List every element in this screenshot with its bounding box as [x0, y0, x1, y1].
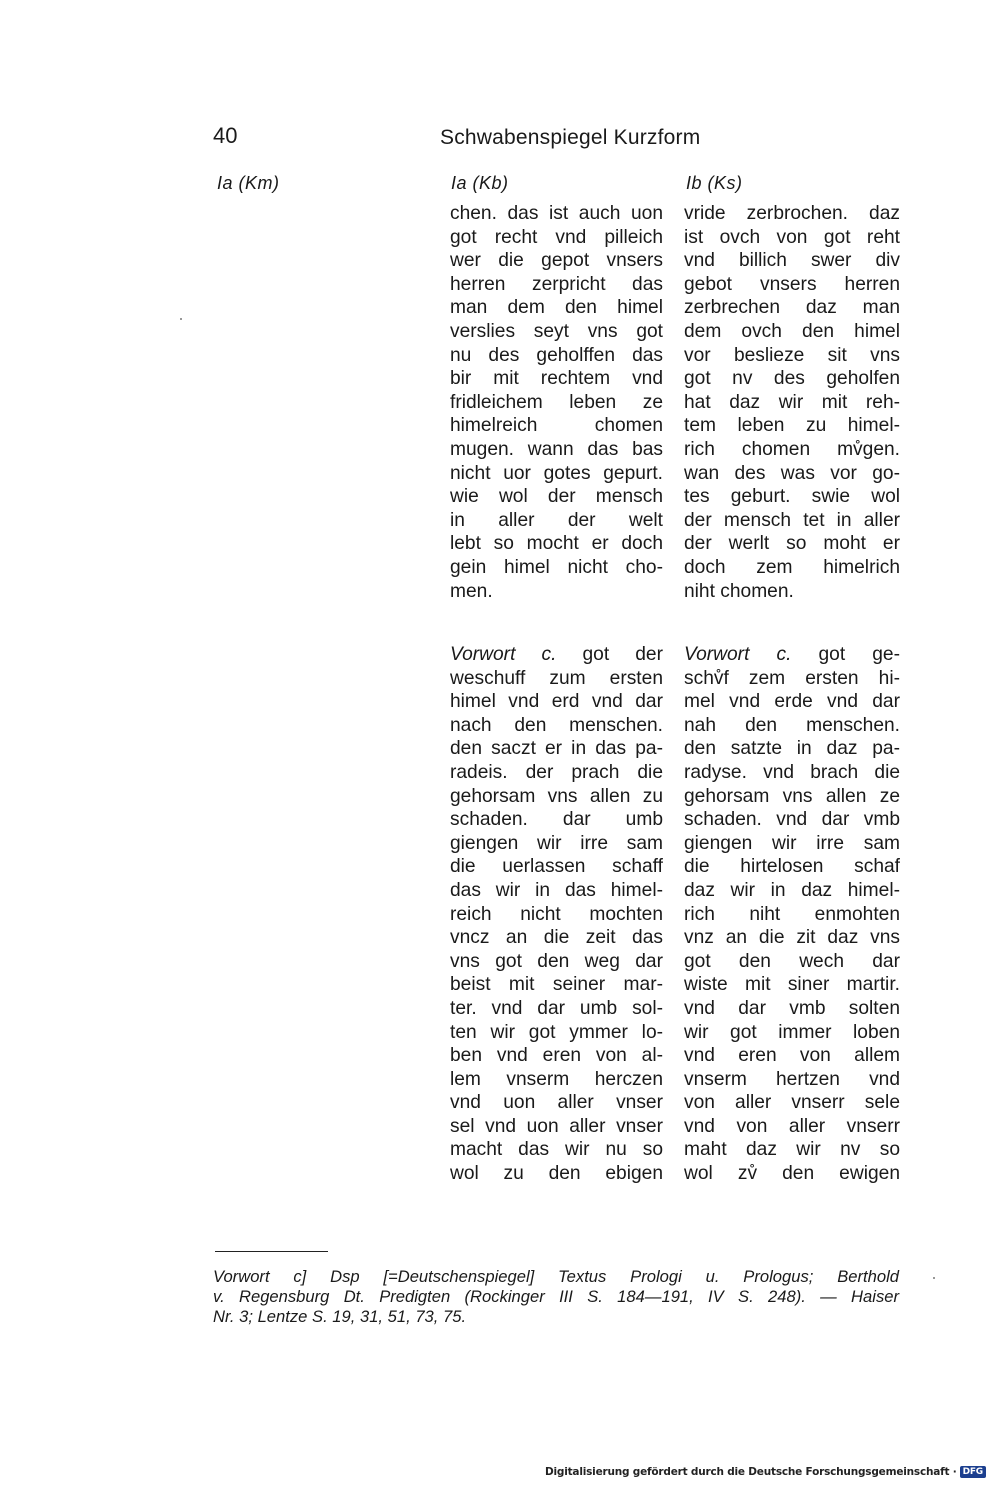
dfg-credit [545, 1466, 986, 1478]
kb-block-1-line: herren zerpricht das [450, 273, 663, 295]
ks-block-2-line: rich niht enmohten [684, 903, 900, 925]
ks-block-2-line: vnd von aller vnserr [684, 1115, 900, 1137]
kb-block-2-line: das wir in das himel- [450, 879, 663, 901]
kb-block-2-line: vns got den weg dar [450, 950, 663, 972]
kb-block-1-line: man dem den himel [450, 297, 663, 319]
ks-block-1-line: der werlt so moht er [684, 533, 900, 555]
kb-block-2-line: wol zu den ebigen [450, 1163, 663, 1185]
ks-block-2-line: vnserm hertzen vnd [684, 1068, 900, 1090]
kb-block-1-line: fridleichem leben ze [450, 391, 663, 413]
ks-block-2-line: von aller vnserr sele [684, 1092, 900, 1114]
ks-block-1-line: vnd billich swer div [684, 250, 900, 272]
ks-block-1-line: tem leben zu himel- [684, 415, 900, 437]
ks-block-2-line: vnd dar vmb solten [684, 997, 900, 1019]
page-number: 40 [213, 123, 238, 148]
column-heading-km: Ia (Km) [217, 173, 280, 193]
kb-block-1-line: bir mit rechtem vnd [450, 368, 663, 390]
ks-block-2-line: mel vnd erde vnd dar [684, 691, 900, 713]
kb-block-1-line: wer die gepot vnsers [450, 250, 663, 272]
ks-block-2-line: wol zv̊ den ewigen [684, 1163, 900, 1185]
kb-block-1-line: wie wol der mensch [450, 486, 663, 508]
ks-block-1-line: der mensch tet in aller [684, 509, 900, 531]
kb-block-1-line: nicht uor gotes gepurt. [450, 462, 663, 484]
ks-block-2-first-line [684, 643, 900, 667]
kb-block-2-line: vnd uon aller vnser [450, 1092, 663, 1114]
scan-speck [933, 1277, 935, 1279]
kb-block-1-line: chen. das ist auch uon [450, 203, 663, 224]
kb-block-2-line: ter. vnd dar umb sol- [450, 997, 663, 1019]
footnote-line: v. Regensburg Dt. Predigten (Rockinger III S. 184—191, IV S. 248). — Haiser [213, 1286, 899, 1306]
kb-block-2-line: radeis. der prach die [450, 761, 663, 783]
kb-block-2-line: himel vnd erd vnd dar [450, 691, 663, 713]
kb-block-1-line: men. [450, 580, 493, 602]
kb-block-2-line: ben vnd eren von al- [450, 1045, 663, 1067]
ks-block-1-line: hat daz wir mit reh- [684, 391, 900, 413]
ks-block-1-line: niht chomen. [684, 580, 794, 602]
ks-block-2-line: got den wech dar [684, 950, 900, 972]
kb-block-2-line: reich nicht mochten [450, 903, 663, 925]
kb-block-1-line: verslies seyt vns got [450, 320, 663, 342]
ks-block-1-line: vride zerbrochen. daz [684, 203, 900, 224]
kb-block-2-lines [450, 667, 663, 1186]
kb-block-1-line: lebt so mocht er doch [450, 533, 663, 555]
ks-block-1-line: vor beslieze sit vns [684, 344, 900, 366]
kb-block-2-line: nach den menschen. [450, 714, 663, 736]
footnote-line: Vorwort c] Dsp [=Deutschenspiegel] Textus Prologi u. Prologus; Berthold [213, 1267, 899, 1286]
ks-block-2-line: vnz an die zit daz vns [684, 927, 900, 949]
kb-block-1-line: in aller der welt [450, 509, 663, 531]
ks-block-1-line: wan des was vor go- [684, 462, 900, 484]
kb-block-2-line: gehorsam vns allen zu [450, 785, 663, 807]
footnote-line: Nr. 3; Lentze S. 19, 31, 51, 73, 75. [213, 1306, 467, 1326]
column-heading-kb: Ia (Kb) [451, 173, 509, 193]
kb-text-block-1 [450, 202, 663, 603]
kb-block-1-line: got recht vnd pilleich [450, 226, 663, 248]
footnote-rule [215, 1251, 328, 1252]
ks-block-2-line: radyse. vnd brach die [684, 761, 900, 783]
kb-first-line-rest: got der [582, 644, 663, 665]
ks-text-block-2 [684, 643, 900, 1186]
ks-block-2-line: den satzte in daz pa- [684, 738, 900, 760]
kb-block-1-line: himelreich chomen [450, 415, 663, 437]
ks-block-1-line: ist ovch von got reht [684, 226, 900, 248]
ks-block-2-line: wiste mit siner martir. [684, 974, 900, 996]
ks-block-2-line: giengen wir irre sam [684, 832, 900, 854]
kb-block-2-line: vncz an die zeit das [450, 927, 663, 949]
kb-block-2-line: macht das wir nu so [450, 1139, 663, 1161]
ks-block-2-line: daz wir in daz himel- [684, 879, 900, 901]
footnote [213, 1267, 899, 1326]
column-heading-ks: Ib (Ks) [686, 173, 743, 193]
ks-block-2-line: die hirtelosen schaf [684, 856, 900, 878]
ks-block-2-line: gehorsam vns allen ze [684, 785, 900, 807]
kb-block-2-line: giengen wir irre sam [450, 832, 663, 854]
ks-block-1-line: zerbrechen daz man [684, 297, 900, 319]
ks-block-2-line: schv̊f zem ersten hi- [684, 667, 900, 689]
running-title: Schwabenspiegel Kurzform [440, 126, 701, 149]
ks-block-2-line: maht daz wir nv so [684, 1139, 900, 1161]
dfg-credit-text: Digitalisierung gefördert durch die Deutsche Forschungsgemeinschaft · [544, 1466, 957, 1478]
kb-block-2-line: sel vnd uon aller vnser [450, 1115, 663, 1137]
kb-block-1-line: mugen. wann das bas [450, 438, 663, 460]
ks-block-2-line: schaden. vnd dar vmb [684, 809, 900, 831]
ks-block-1-line: dem ovch den himel [684, 320, 900, 342]
scan-speck [180, 318, 182, 320]
kb-lemma: Vorwort c. [450, 644, 557, 665]
kb-block-2-line: beist mit seiner mar- [450, 974, 663, 996]
ks-block-1-line: got nv des geholfen [684, 368, 900, 390]
ks-block-1-line: doch zem himelrich [684, 556, 900, 578]
ks-block-1-line: tes geburt. swie wol [684, 486, 900, 508]
ks-block-2-line: vnd eren von allem [684, 1045, 900, 1067]
kb-block-2-line: ten wir got ymmer lo- [450, 1021, 663, 1043]
kb-block-2-first-line [450, 643, 663, 667]
kb-block-1-line: gein himel nicht cho- [450, 556, 663, 578]
kb-block-2-line: schaden. dar umb [450, 809, 663, 831]
ks-block-2-line: wir got immer loben [684, 1021, 900, 1043]
kb-text-block-2 [450, 643, 663, 1186]
ks-block-2-lines [684, 667, 900, 1186]
dfg-logo: DFG [960, 1466, 986, 1478]
ks-lemma: Vorwort c. [684, 644, 792, 665]
ks-block-1-line: gebot vnsers herren [684, 273, 900, 295]
ks-text-block-1 [684, 202, 900, 603]
ks-block-1-line: rich chomen mv̊gen. [684, 438, 900, 460]
kb-block-2-line: den saczt er in das pa- [450, 738, 663, 760]
kb-block-2-line: die uerlassen schaff [450, 856, 663, 878]
ks-first-line-rest: got ge- [818, 644, 900, 665]
kb-block-2-line: weschuff zum ersten [450, 667, 663, 689]
kb-block-2-line: lem vnserm herczen [450, 1068, 663, 1090]
kb-block-1-line: nu des geholffen das [450, 344, 663, 366]
ks-block-2-line: nah den menschen. [684, 714, 900, 736]
